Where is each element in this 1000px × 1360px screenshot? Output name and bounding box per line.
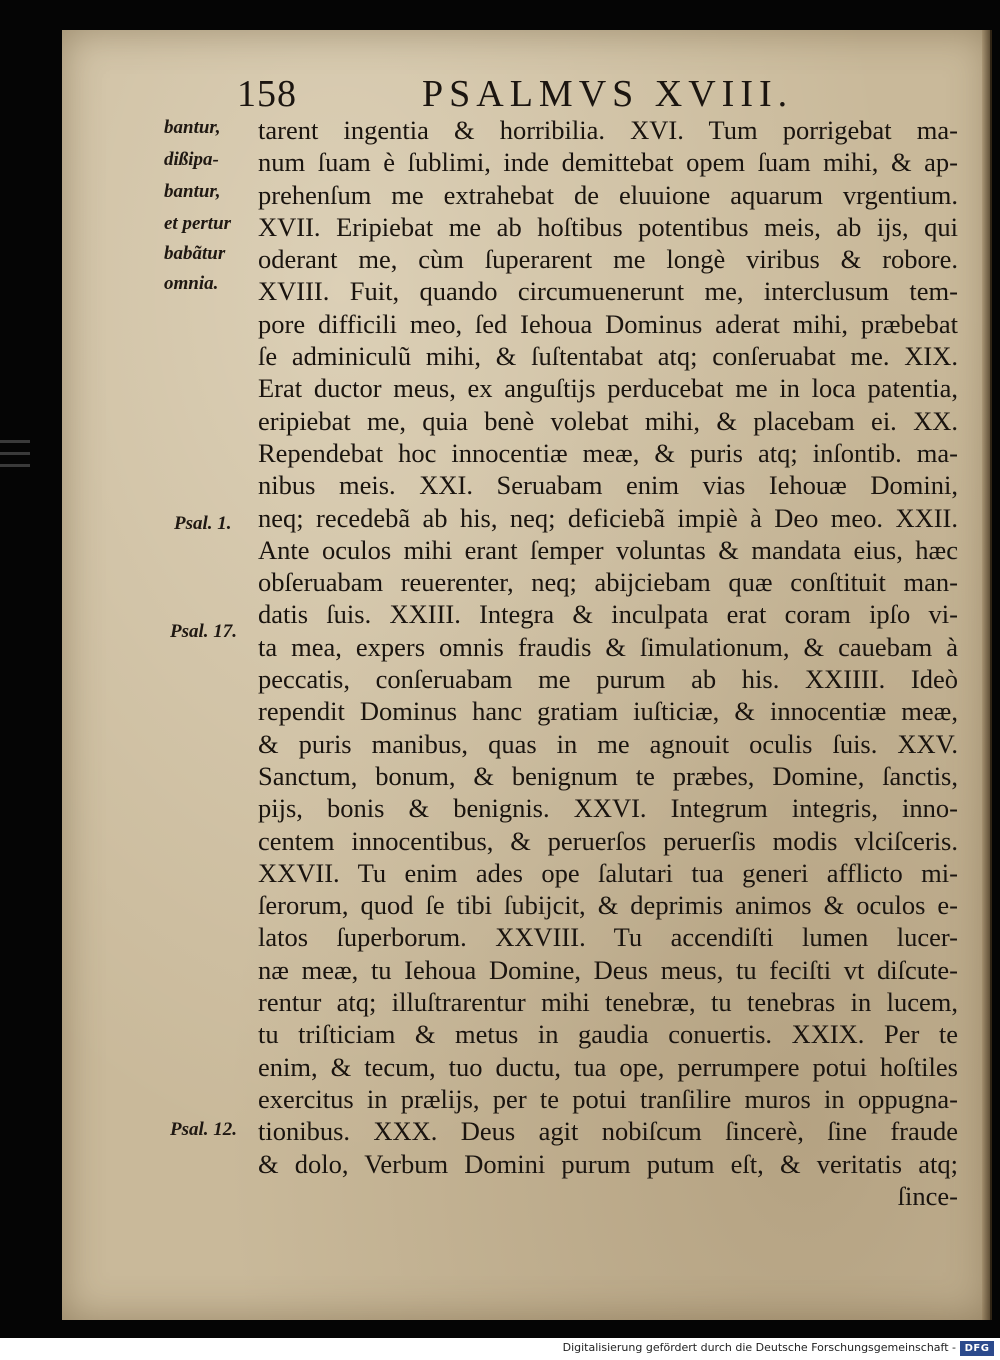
text-line: & dolo, Verbum Domini purum putum eſt, & veritatis atq; — [258, 1148, 958, 1179]
body-text — [258, 114, 958, 1212]
text-line: næ meæ, tu Iehoua Domine, Deus meus, tu feciſti vt diſcute- — [258, 954, 958, 985]
text-line: pijs, bonis & benignis. XXVI. Integrum integris, inno- — [258, 793, 958, 824]
text-line: Rependebat hoc innocentiæ meæ, & puris atq; inſontib. ma- — [258, 437, 958, 468]
footer-bar — [0, 1338, 1000, 1360]
text-line: ſerorum, quod ſe tibi ſubijcit, & deprimis animos & oculos e- — [258, 890, 958, 921]
page-header — [237, 72, 857, 114]
text-line: ta mea, expers omnis fraudis & ſimulationum, & cauebam à — [258, 631, 958, 662]
text-line: XVIII. Fuit, quando circumuenerunt me, interclusum tem- — [258, 276, 958, 307]
text-line: datis ſuis. XXIII. Integra & inculpata erat coram ipſo vi- — [258, 599, 958, 630]
text-line: tarent ingentia & horribilia. XVI. Tum porrigebat ma- — [258, 115, 958, 145]
footer-credit: Digitalisierung gefördert durch die Deutsche Forschungsgemeinschaft - — [562, 1341, 956, 1354]
text-line: Sanctum, bonum, & benignum te præbes, Domine, ſanctis, — [258, 760, 958, 791]
margin-note: Psal. 17. — [170, 621, 238, 642]
margin-note: bantur, — [164, 117, 221, 138]
text-line: num ſuam è ſublimi, inde demittebat opem ſuam mihi, & ap- — [258, 147, 958, 178]
text-line: ſince- — [897, 1180, 958, 1211]
text-line: tu triſticiam & metus in gaudia conuertis. XXIX. Per te — [258, 1019, 958, 1050]
text-line: rependit Dominus hanc gratiam iuſticiæ, & innocentiæ meæ, — [258, 696, 958, 727]
margin-note: omnia. — [164, 273, 219, 294]
margin-note: babãtur — [164, 243, 226, 264]
text-line: rentur atq; illuſtrarentur mihi tenebræ, tu tenebras in lucem, — [258, 987, 958, 1018]
scan-edge-marks — [0, 440, 40, 480]
margin-note: et pertur — [164, 213, 232, 234]
text-line: obſeruabam reuerenter, neq; abijciebam quæ conſtituit man- — [258, 567, 958, 598]
text-line: neq; recedebã ab his, neq; deficiebã impiè à Deo meo. XXII. — [258, 502, 958, 533]
text-line: exercitus in prælijs, per te potui tranſilire muros in oppugna- — [258, 1083, 958, 1114]
page-number: 158 — [237, 73, 297, 115]
margin-note: Psal. 1. — [174, 513, 232, 534]
text-line: oderant me, cùm ſuperarent me longè viribus & robore. — [258, 244, 958, 275]
running-title: PSALMVS XVIII. — [422, 73, 794, 115]
text-line: centem innocentibus, & peruerſos peruerſis modis vlciſceris. — [258, 825, 958, 856]
text-line: Ante oculos mihi erant ſemper voluntas & mandata eius, hæc — [258, 534, 958, 565]
margin-note: bantur, — [164, 181, 221, 202]
text-line: latos ſuperborum. XXVIII. Tu accendiſti lumen lucer- — [258, 922, 958, 953]
text-line: enim, & tecum, tuo ductu, tua ope, perrumpere potui hoſtiles — [258, 1051, 958, 1082]
margin-note: Psal. 12. — [170, 1119, 238, 1140]
text-line: prehenſum me extrahebat de eluuione aquarum vrgentium. — [258, 179, 958, 210]
dfg-logo: DFG — [960, 1341, 994, 1356]
text-line: pore difficili meo, ſed Iehoua Dominus aderat mihi, præbebat — [258, 308, 958, 339]
page-edge-shadow — [982, 30, 992, 1320]
text-line: ſe adminiculũ mihi, & ſuſtentabat atq; conſeruabat me. XIX. — [258, 341, 958, 372]
text-line: & puris manibus, quas in me agnouit oculis ſuis. XXV. — [258, 728, 958, 759]
text-line: nibus meis. XXI. Seruabam enim vias Iehouæ Domini, — [258, 470, 958, 501]
text-line: tionibus. XXX. Deus agit nobiſcum ſincerè, ſine fraude — [258, 1116, 958, 1147]
margin-note: dißipa- — [164, 149, 219, 170]
text-line: eripiebat me, quia benè volebat mihi, & placebam ei. XX. — [258, 405, 958, 436]
text-line: XXVII. Tu enim ades ope ſalutari tua generi afflicto mi- — [258, 857, 958, 888]
text-line: Erat ductor meus, ex anguſtijs perducebat me in loca patentia, — [258, 373, 958, 404]
text-line: peccatis, conſeruabam me purum ab his. XXIIII. Ideò — [258, 664, 958, 695]
text-line: XVII. Eripiebat me ab hoſtibus potentibus meis, ab ijs, qui — [258, 211, 958, 242]
